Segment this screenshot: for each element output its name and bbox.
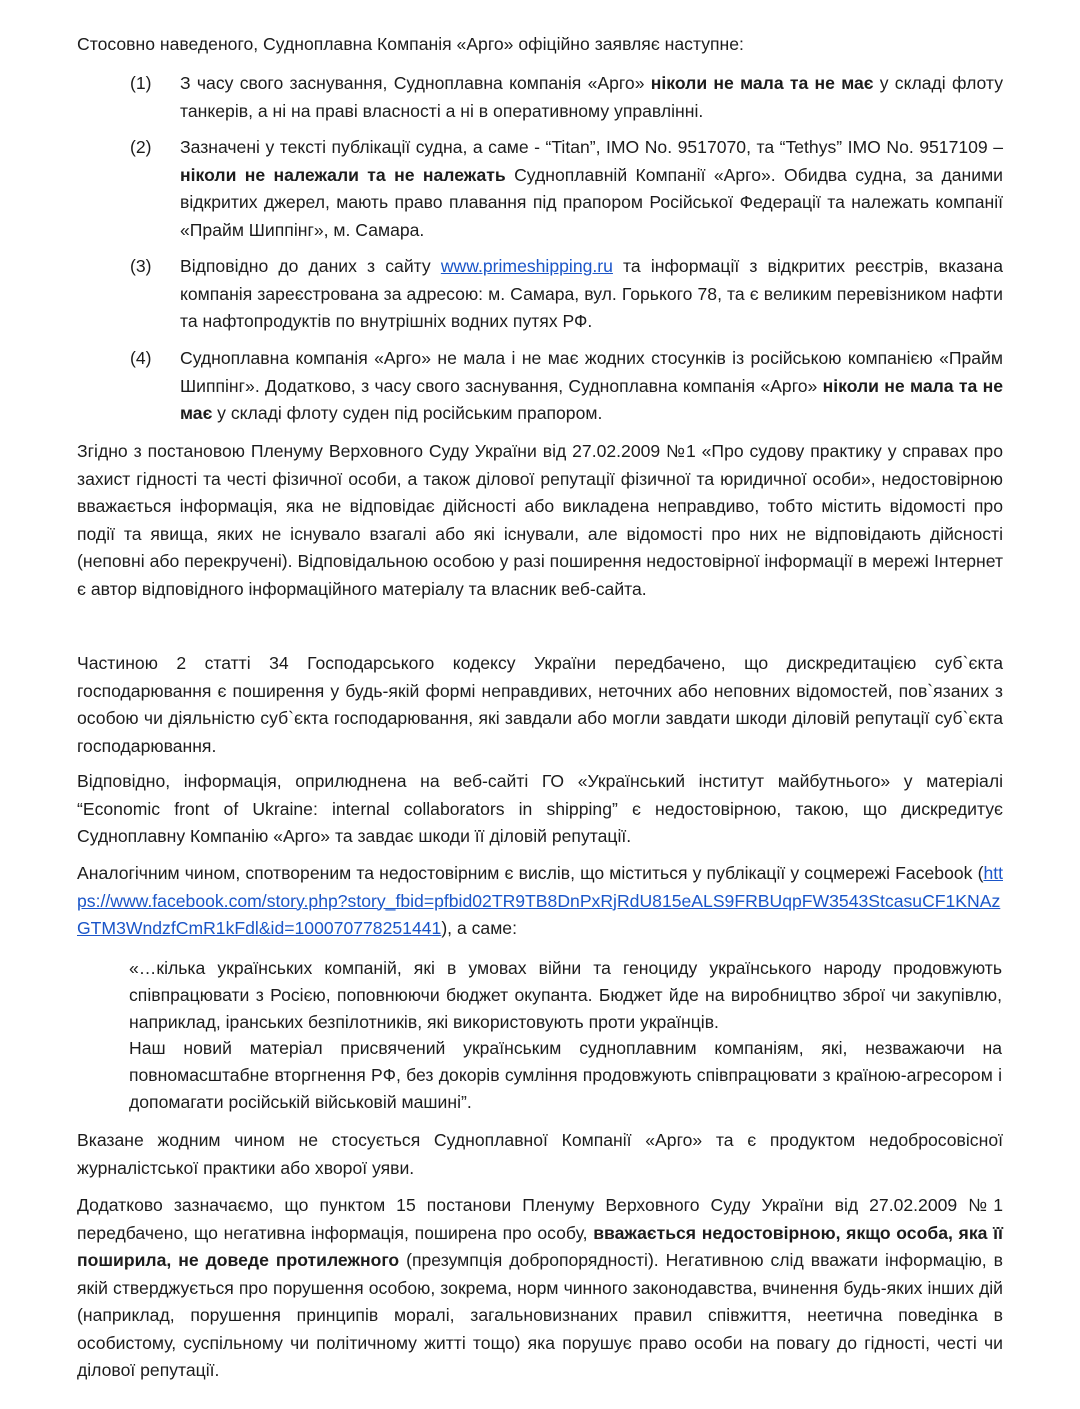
list-item-2	[180, 134, 1003, 244]
commercial-code-paragraph: Частиною 2 статті 34 Господарського кодексу України передбачено, що дискредитацією суб`єкта господарювання є поширення у будь-якій формі неправдивих, неточних або неповних відомостей, пов`язаних з особою чи діяльністю суб`єкта господарювання, які завдали або могли завдати шкоди діловій репутації суб`єкта господарювання.	[77, 653, 1003, 756]
list-item-4-text-end: у складі флоту суден під російським прапором.	[212, 403, 603, 423]
list-item-2-text: Зазначені у тексті публікації судна, а саме - “Titan”, IMO No. 9517070, та “Tethys” IMO No. 9517109 –	[180, 137, 1003, 157]
list-item-4-text: Судноплавна компанія «Арго» не мала і не має жодних стосунків із російською компанією «Прайм Шиппінг». Додатково, з часу свого заснування, Судноплавна компанія «Арго»	[180, 348, 1003, 396]
list-item-1-text-end: у складі флоту танкерів, а ні на праві власності а ні в оперативному управлінні.	[180, 73, 1003, 121]
list-item-number-4: (4)	[130, 348, 152, 368]
facebook-paragraph	[77, 860, 1003, 943]
plenum-paragraph: Згідно з постановою Пленуму Верховного Суду України від 27.02.2009 №1 «Про судову практику у справах про захист гідності та честі фізичної особи, а також ділової репутації фізичної та юридичної особи», недостовірною вважається інформація, яка не відповідає дійсності або викладена неправдиво, тобто містить відомості про події та явища, яких не існувало взагалі або які існували, але відомості про них не відповідають дійсності (неповні або перекручені). Відповідальною особою у разі поширення недостовірної інформації в мережі Інтернет є автор відповідного інформаційного матеріалу та власник веб-сайта.	[77, 441, 1003, 599]
facebook-link[interactable]: https://www.facebook.com/story.php?story_fbid=pfbid02TR9TB8DnPxRjRdU815eALS9FRBUqpFW3543StcasuCF1KNAzGTM3WndzfCmR1kFdl&id=100070778251441	[77, 863, 1003, 938]
additional-paragraph-text: Додатково зазначаємо, що пунктом 15 постанови Пленуму Верховного Суду України від 27.02.2009 №1 передбачено, що негативна інформація, поширена про особу,	[77, 1195, 1003, 1243]
institute-paragraph: Відповідно, інформація, оприлюднена на веб-сайті ГО «Український інститут майбутнього» у матеріалі “Economic front of Ukraine: internal collaborators in shipping” є недостовірною, такою, що дискредитує Судноплавну Компанію «Арго» та завдає шкоди її діловій репутації.	[77, 771, 1003, 846]
list-item-1	[180, 70, 1003, 125]
list-item-number-1: (1)	[130, 73, 152, 93]
list-item-1-bold: ніколи не мала та не має	[650, 73, 874, 93]
quote-part-1: «…кілька українських компаній, які в умовах війни та геноциду українського народу продовжують співпрацювати з Росією, поповнюючи бюджет окупанта. Бюджет йде на виробництво зброї чи закупівлю, наприклад, іранських безпілотників, які використовують проти українців.	[129, 958, 1002, 1032]
intro-paragraph: Стосовно наведеного, Судноплавна Компанія «Арго» офіційно заявляє наступне:	[77, 34, 744, 54]
additional-paragraph-bold: вважається недостовірною, якщо особа, яка її поширила, не доведе протилежного	[77, 1222, 1003, 1270]
facebook-paragraph-text: Аналогічним чином, спотвореним та недостовірним є вислів, що міститься у публікації у соцмережі Facebook (	[77, 863, 984, 883]
list-item-3	[180, 253, 1003, 336]
list-item-4-bold: ніколи не мала та не має	[180, 375, 1003, 423]
quote-part-2: Наш новий матеріал присвячений українським судноплавним компаніям, які, незважаючи на повномасштабне вторгнення РФ, без докорів сумління продовжують співпрацювати з країною-агресором і допомагати російській військовій машині”.	[129, 1038, 1002, 1112]
additional-paragraph	[77, 1192, 1003, 1385]
list-item-3-text-end: та інформації з відкритих реєстрів, вказана компанія зареєстрована за адресою: м. Самара, вул. Горького 78, та є великим перевізником нафти та нафтопродуктів по внутрішніх водних путях РФ.	[180, 256, 1004, 331]
list-item-3-text: Відповідно до даних з сайту	[180, 256, 441, 276]
facebook-paragraph-text-end: ), а саме:	[441, 918, 517, 938]
additional-paragraph-text-end: (презумпція добропорядності). Негативною слід вважати інформацію, в якій стверджується про порушення особою, зокрема, норм чинного законодавства, вчинення будь-яких інших дій (наприклад, порушення принципів моралі, загальновизнаних правил співжиття, неетична поведінка в особистому, суспільному чи політичному житті тощо) яка порушує право особи на повагу до гідності, честі чи ділової репутації.	[77, 1250, 1003, 1380]
unrelated-paragraph: Вказане жодним чином не стосується Судноплавної Компанії «Арго» та є продуктом недобросовісної журналістської практики або хворої уяви.	[77, 1130, 1003, 1178]
primeshipping-link[interactable]: www.primeshipping.ru	[440, 256, 613, 276]
list-item-4	[180, 345, 1003, 428]
list-item-number-2: (2)	[130, 137, 152, 157]
list-item-2-text-end: Судноплавній Компанії «Арго». Обидва судна, за даними відкритих джерел, мають право плавання під прапором Російської Федерації та належать компанії «Прайм Шиппінг», м. Самара.	[180, 164, 1003, 240]
list-item-number-3: (3)	[130, 256, 152, 276]
list-item-1-text: З часу свого заснування, Судноплавна компанія «Арго»	[180, 73, 651, 93]
list-item-2-bold: ніколи не належали та не належать	[180, 164, 506, 185]
